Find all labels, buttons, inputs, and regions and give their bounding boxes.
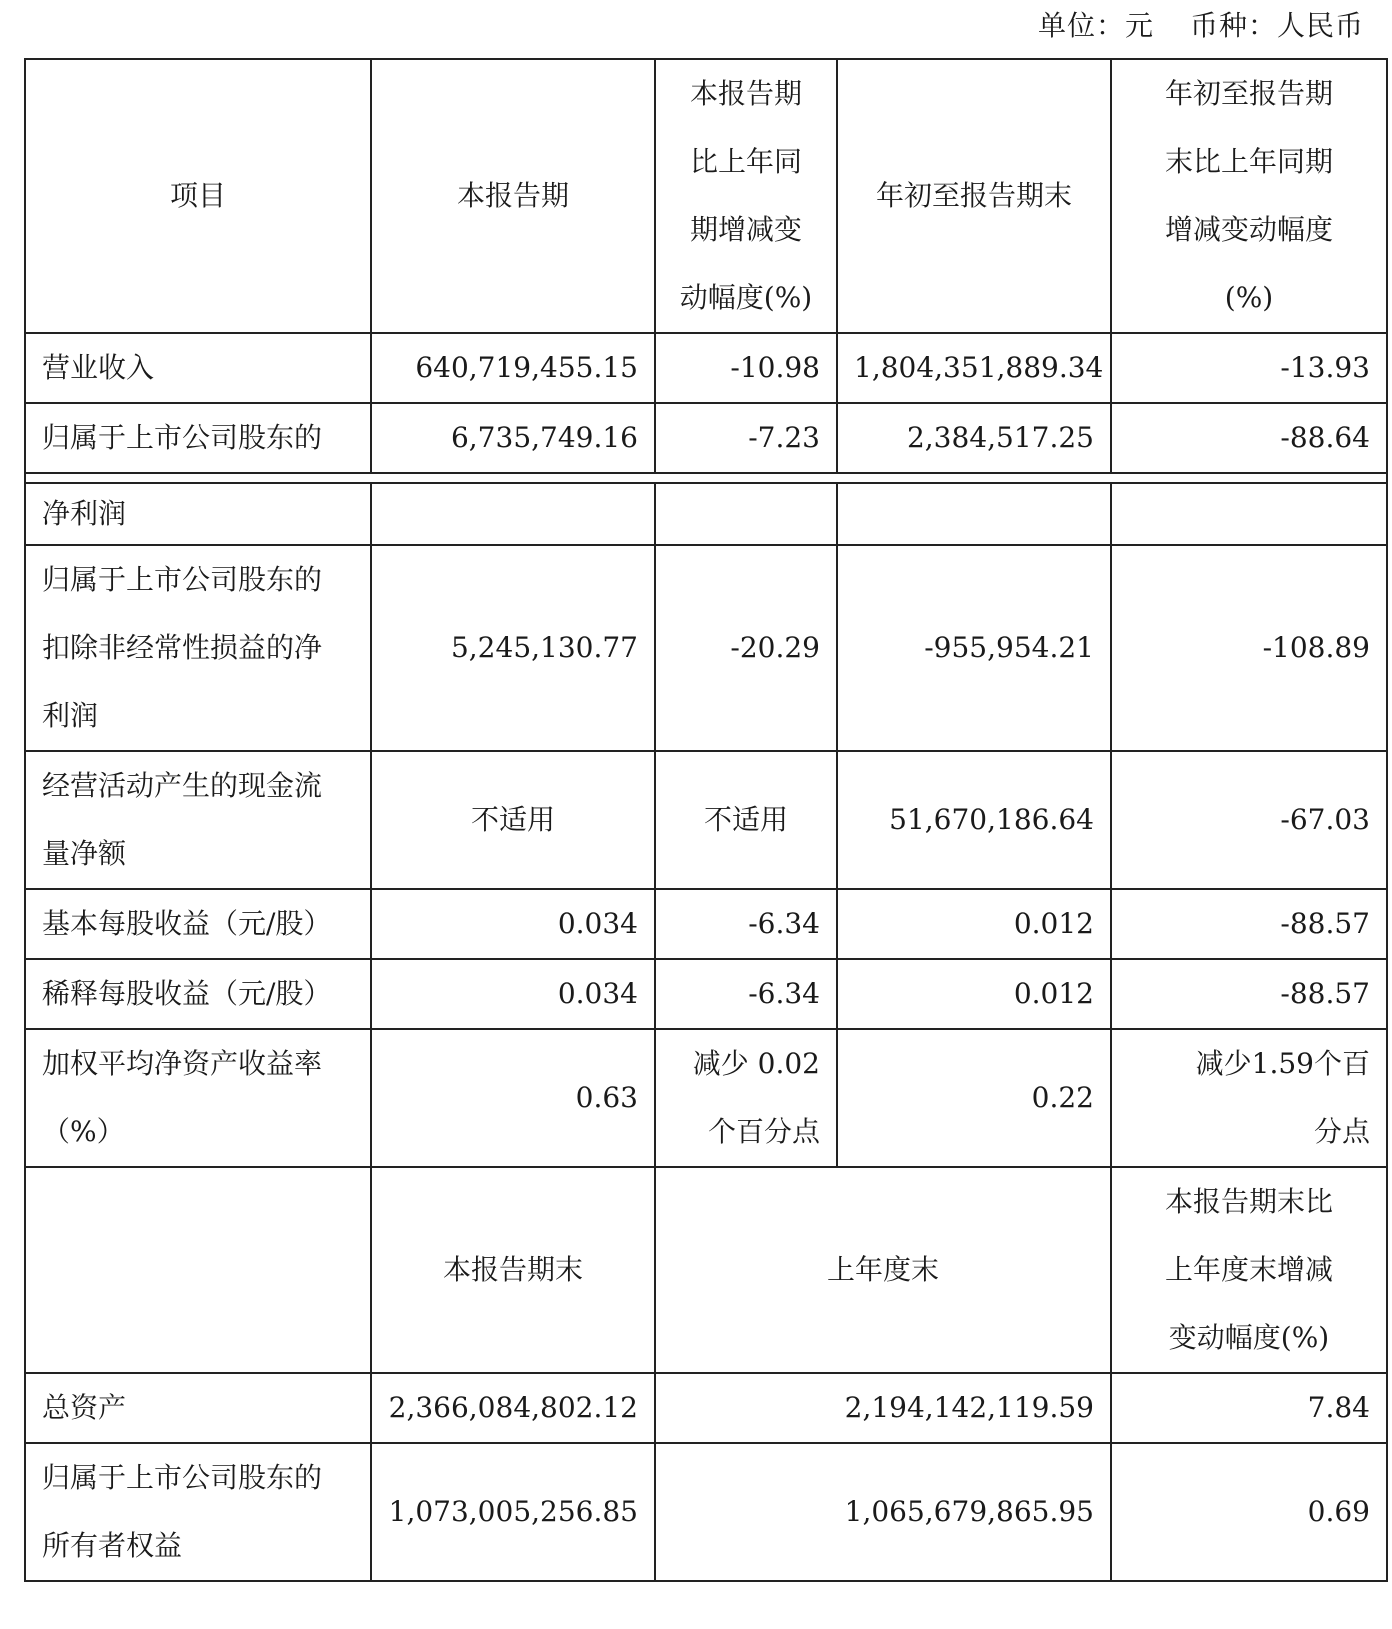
row-period-end: 2,366,084,802.12 <box>371 1373 655 1443</box>
row-item: 营业收入 <box>25 333 371 403</box>
row-current: 5,245,130.77 <box>371 545 655 751</box>
row-prior-year-end: 2,194,142,119.59 <box>655 1373 1111 1443</box>
currency-label: 币种：人民币 <box>1189 9 1364 42</box>
header-current-change: 本报告期 比上年同 期增减变 动幅度(%) <box>655 59 837 333</box>
header-ytd-change: 年初至报告期 末比上年同期 增减变动幅度 (%) <box>1111 59 1387 333</box>
row-ytd: 1,804,351,889.34 <box>837 333 1111 403</box>
balance-header-row <box>25 1167 1387 1373</box>
row-current: 6,735,749.16 <box>371 403 655 473</box>
unit-currency-line <box>1038 6 1364 46</box>
row-ytd: 2,384,517.25 <box>837 403 1111 473</box>
table-header-row <box>25 59 1387 333</box>
table-row <box>25 959 1387 1029</box>
table-row <box>25 1373 1387 1443</box>
table-row <box>25 1443 1387 1581</box>
unit-label: 单位：元 <box>1037 9 1154 42</box>
row-current-change: -20.29 <box>655 545 837 751</box>
row-ytd-change: -88.64 <box>1111 403 1387 473</box>
row-ytd: 0.012 <box>837 889 1111 959</box>
row-item: 加权平均净资产收益率 （%） <box>25 1029 371 1167</box>
row-prior-year-end: 1,065,679,865.95 <box>655 1443 1111 1581</box>
row-ytd-change: -13.93 <box>1111 333 1387 403</box>
table-row <box>25 1029 1387 1167</box>
page-break-gap <box>25 473 1387 483</box>
row-current: 0.034 <box>371 959 655 1029</box>
table-row <box>25 403 1387 473</box>
row-ytd: 0.22 <box>837 1029 1111 1167</box>
row-ytd: -955,954.21 <box>837 545 1111 751</box>
row-period-end: 1,073,005,256.85 <box>371 1443 655 1581</box>
financial-data-table <box>24 58 1388 1582</box>
row-change: 0.69 <box>1111 1443 1387 1581</box>
row-change: 7.84 <box>1111 1373 1387 1443</box>
table-row <box>25 889 1387 959</box>
row-item: 归属于上市公司股东的 所有者权益 <box>25 1443 371 1581</box>
balance-header-change: 本报告期末比 上年度末增减 变动幅度(%) <box>1111 1167 1387 1373</box>
row-item: 经营活动产生的现金流 量净额 <box>25 751 371 889</box>
row-ytd-change: -88.57 <box>1111 959 1387 1029</box>
row-current: 0.034 <box>371 889 655 959</box>
header-current-period: 本报告期 <box>371 59 655 333</box>
row-current-change: 减少 0.02 个百分点 <box>655 1029 837 1167</box>
row-current-change: -6.34 <box>655 959 837 1029</box>
row-item: 总资产 <box>25 1373 371 1443</box>
row-current: 0.63 <box>371 1029 655 1167</box>
row-current: 640,719,455.15 <box>371 333 655 403</box>
row-ytd: 51,670,186.64 <box>837 751 1111 889</box>
table-row <box>25 333 1387 403</box>
table-row <box>25 545 1387 751</box>
balance-header-empty <box>25 1167 371 1373</box>
balance-header-prior-year-end: 上年度末 <box>655 1167 1111 1373</box>
row-current-change: -10.98 <box>655 333 837 403</box>
row-item: 稀释每股收益（元/股） <box>25 959 371 1029</box>
header-ytd: 年初至报告期末 <box>837 59 1111 333</box>
row-ytd-change: -88.57 <box>1111 889 1387 959</box>
row-item: 基本每股收益（元/股） <box>25 889 371 959</box>
balance-header-period-end: 本报告期末 <box>371 1167 655 1373</box>
row-ytd-change: 减少1.59个百 分点 <box>1111 1029 1387 1167</box>
row-current: 不适用 <box>371 751 655 889</box>
row-item: 归属于上市公司股东的 <box>25 403 371 473</box>
table-row <box>25 751 1387 889</box>
header-item: 项目 <box>25 59 371 333</box>
row-ytd-change: -108.89 <box>1111 545 1387 751</box>
row-item: 归属于上市公司股东的 扣除非经常性损益的净 利润 <box>25 545 371 751</box>
table-row-continued <box>25 483 1387 545</box>
row-current-change: -7.23 <box>655 403 837 473</box>
row-current-change: 不适用 <box>655 751 837 889</box>
row-current-change: -6.34 <box>655 889 837 959</box>
row-ytd: 0.012 <box>837 959 1111 1029</box>
row-item-continued: 净利润 <box>25 483 371 545</box>
row-ytd-change: -67.03 <box>1111 751 1387 889</box>
